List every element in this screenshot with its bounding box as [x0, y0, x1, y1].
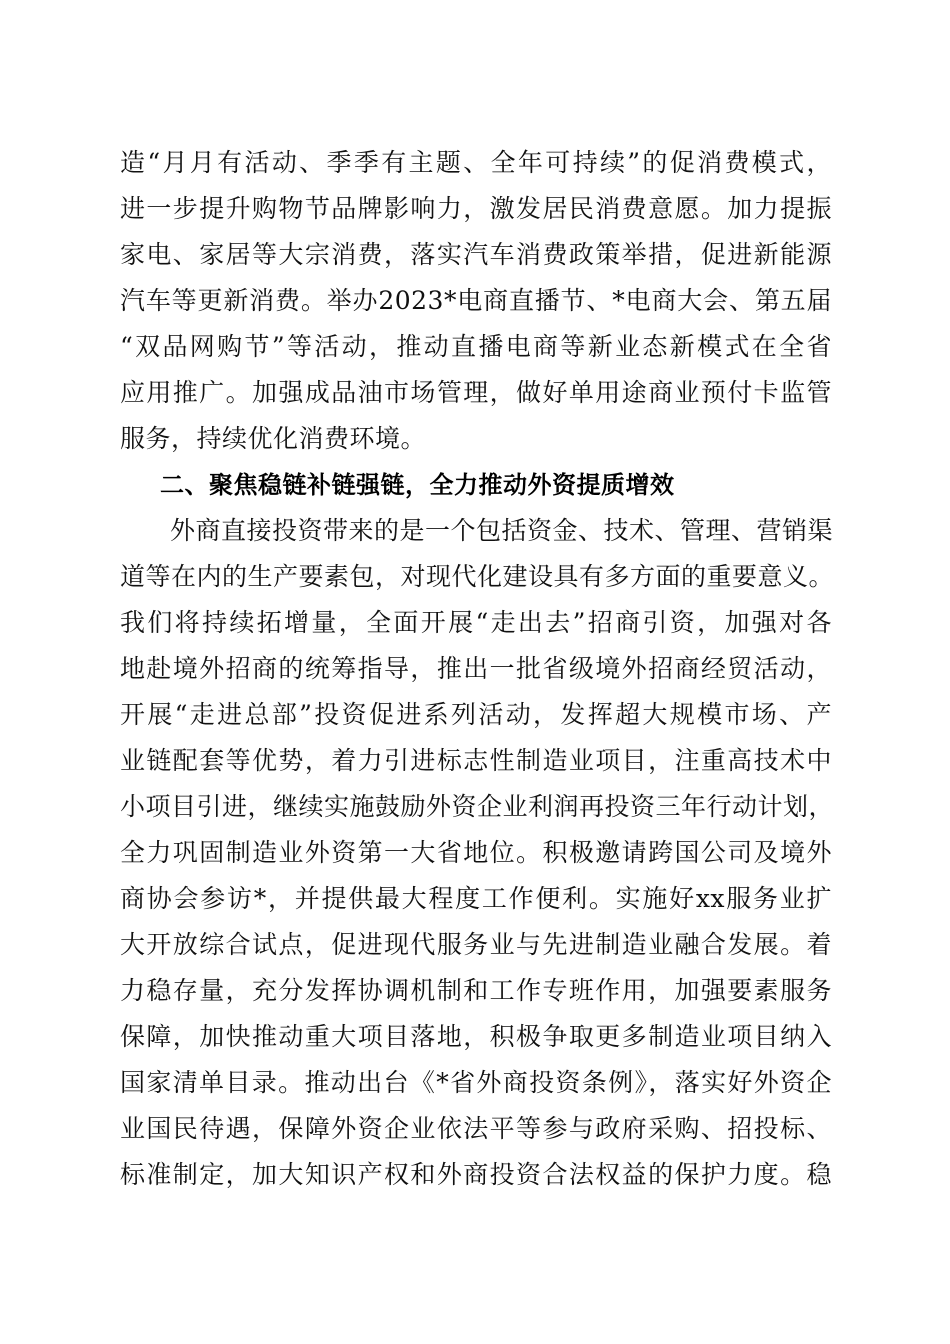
paragraph-line: 道等在内的生产要素包，对现代化建设具有多方面的重要意义。 [120, 562, 835, 591]
paragraph-line: 服务，持续优化消费环境。 [120, 424, 427, 453]
paragraph-line: 造“月月有活动、季季有主题、全年可持续”的促消费模式， [120, 148, 832, 177]
paragraph-line: 业链配套等优势，着力引进标志性制造业项目，注重高技术中 [120, 746, 832, 775]
paragraph-line: 家电、家居等大宗消费，落实汽车消费政策举措，促进新能源 [120, 240, 832, 269]
paragraph-line: “双品网购节”等活动，推动直播电商等新业态新模式在全省 [120, 332, 832, 361]
paragraph-line: 外商直接投资带来的是一个包括资金、技术、管理、营销渠 [170, 516, 834, 545]
paragraph-line: 我们将持续拓增量，全面开展“走出去”招商引资，加强对各 [120, 608, 832, 637]
paragraph-foreign-investment [120, 508, 835, 1198]
section-heading: 二、聚焦稳链补链强链，全力推动外资提质增效 [160, 471, 675, 499]
paragraph-line: 地赴境外招商的统筹指导，推出一批省级境外招商经贸活动， [120, 654, 832, 683]
paragraph-line: 全力巩固制造业外资第一大省地位。积极邀请跨国公司及境外 [120, 838, 832, 867]
document-body [120, 140, 835, 1198]
paragraph-line: 国家清单目录。推动出台《*省外商投资条例》，落实好外资企 [120, 1068, 832, 1097]
paragraph-line: 业国民待遇，保障外资企业依法平等参与政府采购、招投标、 [120, 1114, 832, 1143]
paragraph-consumption [120, 140, 832, 462]
paragraph-line: 商协会参访*，并提供最大程度工作便利。实施好xx服务业扩 [120, 884, 832, 913]
paragraph-line: 小项目引进，继续实施鼓励外资企业利润再投资三年行动计划， [120, 792, 835, 821]
paragraph-line: 保障，加快推动重大项目落地，积极争取更多制造业项目纳入 [120, 1022, 832, 1051]
paragraph-line: 开展“走进总部”投资促进系列活动，发挥超大规模市场、产 [120, 700, 832, 729]
paragraph-line: 标准制定，加大知识产权和外商投资合法权益的保护力度。稳 [120, 1160, 832, 1189]
paragraph-line: 大开放综合试点，促进现代服务业与先进制造业融合发展。着 [120, 930, 832, 959]
paragraph-line: 进一步提升购物节品牌影响力，激发居民消费意愿。加力提振 [120, 194, 832, 223]
paragraph-line: 应用推广。加强成品油市场管理，做好单用途商业预付卡监管 [120, 378, 832, 407]
paragraph-line: 力稳存量，充分发挥协调机制和工作专班作用，加强要素服务 [120, 976, 832, 1005]
paragraph-line: 汽车等更新消费。举办2023*电商直播节、*电商大会、第五届 [120, 286, 832, 315]
